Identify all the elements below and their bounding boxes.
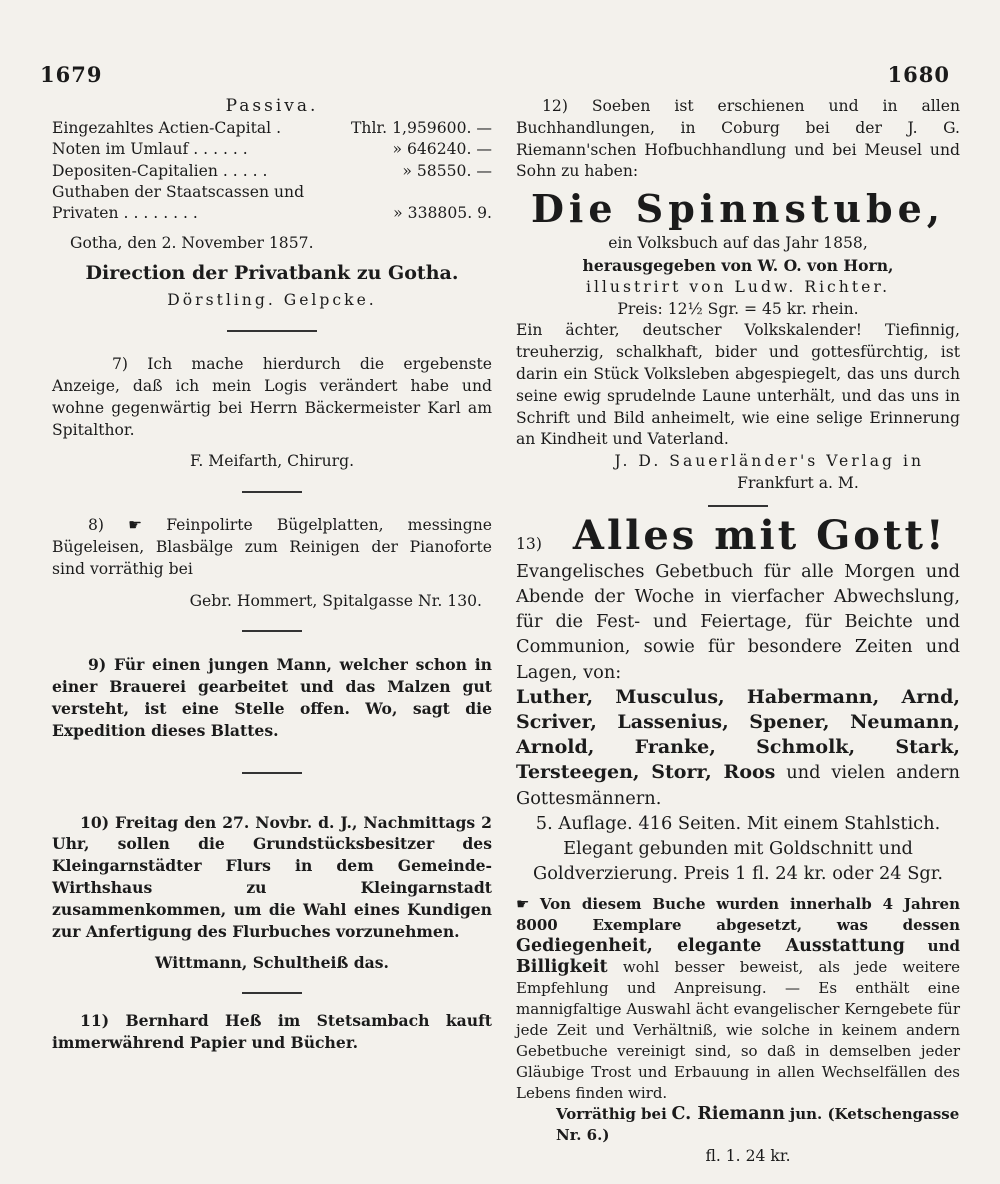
passiva-amount	[334, 182, 492, 203]
ad-13-note: ☛ Von diesem Buche wurden innerhalb 4 Jahren 8000 Exemplare abgesetzt, was dessen Gediegenheit, elegante Ausstattung und Billigkeit wohl besser beweist, als jede weitere Empfehlung und Anpreisung. — Es enthält eine mannigfaltige Auswahl ächt evangelischer Kerngebete für jede Zeit und Verhältniß, wie solche in keinem andern Gebetbuche vereinigt sind, so daß in demselben jeder Gläubige Trost und Erbauung in allen Wechselfällen des Lebens finden wird.	[516, 895, 960, 1103]
left-column	[52, 96, 492, 1054]
passiva-amount: » 58550. —	[402, 161, 492, 180]
passiva-table	[52, 118, 492, 225]
passiva-row	[52, 182, 492, 203]
divider	[242, 630, 302, 632]
ad-10: 10) Freitag den 27. Novbr. d. J., Nachmittags 2 Uhr, sollen die Grundstücksbesitzer des Kleingarnstädter Flurs in dem Gemeinde-Wirthshaus zu Kleingarnstadt zusammenkommen, um die Wahl eines Kundigen zur Anfertigung des Flurbuches vorzunehmen.	[52, 812, 492, 941]
direction-heading: Direction der Privatbank zu Gotha.	[85, 261, 459, 284]
passiva-label: Depositen-Capitalien . . . . .	[52, 161, 268, 180]
ad-13-authors: Luther, Musculus, Habermann, Arnd, Scriver, Lassenius, Spener, Neumann, Arnold, Franke, Schmolk, Stark, Tersteegen, Storr, Roos und vielen andern Gottesmännern.	[516, 685, 961, 809]
ad-10-signature: Wittmann, Schultheiß das.	[155, 953, 389, 973]
ad-13-header	[516, 513, 960, 559]
passiva-amount: » 338805. 9.	[393, 204, 492, 223]
date-line: Gotha, den 2. November 1857.	[70, 233, 314, 252]
ad-9: 9) Für einen jungen Mann, welcher schon in einer Brauerei gearbeitet und das Malzen gut versteht, ist eine Stelle offen. Wo, sagt die Expedition dieses Blattes.	[52, 655, 492, 740]
ad-7-signature: F. Meifarth, Chirurg.	[189, 452, 355, 471]
ad-12-intro: 12) Soeben ist erschienen und in allen Buchhandlungen, in Coburg bei der J. G. Riemann'schen Hofbuchhandlung und bei Meusel und Sohn zu haben:	[516, 97, 960, 181]
divider	[242, 992, 302, 994]
ad-13-author-names: Luther, Musculus, Habermann, Arnd, Scriver, Lassenius, Spener, Neumann, Arnold, Franke, Schmolk, Stark, Tersteegen, Storr, Roos	[516, 685, 960, 784]
ad-12-title: Die Spinnstube,	[530, 186, 946, 232]
passiva-row	[52, 203, 492, 224]
divider	[708, 505, 768, 507]
passiva-label: Privaten . . . . . . . .	[52, 204, 198, 223]
ad-12-subtitle-1: ein Volksbuch auf das Jahr 1858,	[608, 234, 868, 253]
ad-11: 11) Bernhard Heß im Stetsambach kauft immerwährend Papier und Bücher.	[52, 1011, 492, 1052]
passiva-label: Guthaben der Staatscassen und	[52, 183, 305, 202]
ad-13-final-price: fl. 1. 24 kr.	[705, 1147, 791, 1166]
ad-12-text: Ein ächter, deutscher Volkskalender! Tiefinnig, treuherzig, schalkhaft, bider und gottesfürchtig, ist darin ein Stück Volksleben abgespiegelt, das uns durch seine ewig sprudelnde Laune unterhält, und das uns in Schrift und Bild anheimelt, wie eine selige Erinnerung an Kindheit und Vaterland.	[516, 321, 960, 449]
page-number-left: 1679	[40, 62, 103, 87]
ad-12-subtitle-2: herausgegeben von W. O. von Horn,	[582, 255, 894, 275]
ad-12-price: Preis: 12½ Sgr. = 45 kr. rhein.	[617, 299, 859, 318]
passiva-label: Eingezahltes Actien-Capital .	[52, 118, 282, 137]
ad-13-title: Alles mit Gott!	[572, 511, 947, 559]
passiva-row	[52, 139, 492, 160]
passiva-amount: Thlr. 1,959600. —	[351, 118, 492, 137]
ad-13-number: 13)	[516, 534, 542, 553]
ad-13-stockist: Vorräthig bei C. Riemann jun. (Ketschengasse Nr. 6.)	[556, 1104, 960, 1145]
directors: Dörstling. Gelpcke.	[167, 291, 377, 310]
ad-8: 8) ☛ Feinpolirte Bügelplatten, messingne Bügeleisen, Blasbälge zum Reinigen der Pianoforte sind vorräthig bei	[52, 516, 492, 578]
passiva-row	[52, 161, 492, 182]
passiva-label: Noten im Umlauf . . . . . .	[52, 140, 248, 159]
page-number-right: 1680	[887, 62, 950, 87]
passiva-row	[52, 118, 492, 139]
pointing-hand-icon: ☛	[516, 895, 530, 914]
ad-12-subtitle-3: illustrirt von Ludw. Richter.	[585, 277, 891, 296]
ad-8-signature: Gebr. Hommert, Spitalgasse Nr. 130.	[189, 591, 482, 610]
pointing-hand-icon: ☛	[128, 516, 143, 535]
passiva-title: Passiva.	[225, 96, 319, 116]
ad-13-edition: 5. Auflage. 416 Seiten. Mit einem Stahlstich. Elegant gebunden mit Goldschnitt und Goldverzierung. Preis 1 fl. 24 kr. oder 24 Sgr.	[533, 812, 943, 885]
ad-12-signature-1: J. D. Sauerländer's Verlag in	[614, 452, 924, 471]
divider	[242, 772, 302, 774]
right-column	[516, 96, 960, 1168]
divider	[242, 491, 302, 493]
divider	[227, 330, 317, 332]
ad-7: 7) Ich mache hierdurch die ergebenste Anzeige, daß ich mein Logis verändert habe und wohne gegenwärtig bei Herrn Bäckermeister Karl am Spitalthor.	[52, 355, 492, 439]
ad-12-signature-2: Frankfurt a. M.	[737, 473, 859, 492]
ad-13-text: Evangelisches Gebetbuch für alle Morgen und Abende der Woche in vierfacher Abwechslung, für die Fest- und Feiertage, für Beichte und Communion, sowie für besondere Zeiten und Lagen, von:	[516, 560, 960, 683]
passiva-amount: » 646240. —	[392, 140, 492, 159]
